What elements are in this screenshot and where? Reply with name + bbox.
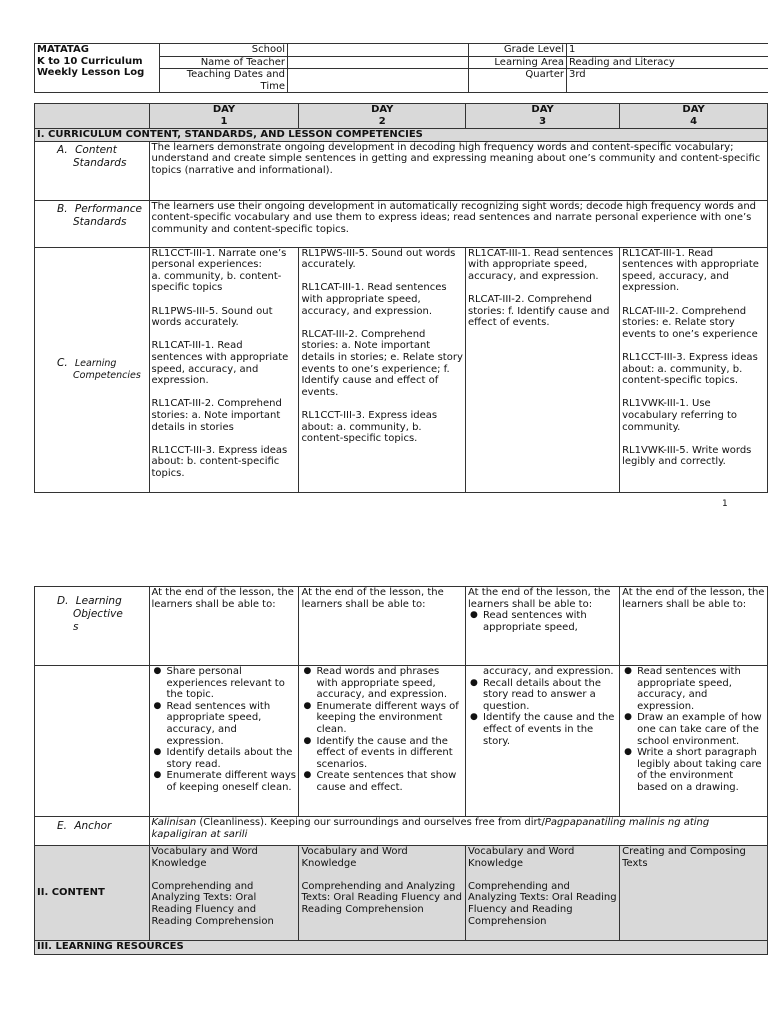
content-day3: Vocabulary and Word Knowledge Comprehending and Analyzing Texts: Oral Reading Fluency and Reading Comprehension: [466, 846, 620, 941]
teacher-label: Name of Teacher: [160, 56, 288, 69]
competencies-day4: RL1CAT-III-1. Read sentences with appropriate speed, accuracy, and expression. RLCAT-III-2. Comprehend stories: e. Relate story events to one’s experience RL1CCT-III-3. Express ideas about: a. community, b. content-specific topics. RL1VWK-III-1. Use vocabulary referring to community. RL1VWK-III-5. Write words legibly and correctly.: [620, 247, 768, 492]
dates-label-line1: Teaching Dates and: [186, 69, 285, 81]
day-number: 1: [220, 115, 228, 127]
objectives-continued-label: [35, 666, 150, 817]
area-field[interactable]: Reading and Literacy: [567, 56, 768, 69]
competencies-day2: RL1PWS-III-5. Sound out words accurately. RL1CAT-III-1. Read sentences with appropriate speed, accuracy, and expression. RLCAT-III-2. Comprehend stories: a. Note important details in stories; e. Relate story events to one’s experience; f. Identify cause and effect of events. RL1CCT-III-3. Express ideas about: a. community, b. content-specific topics.: [299, 247, 466, 492]
objectives-day3-list: [468, 678, 617, 748]
list-item: ● Share personal experiences relevant to the topic.: [152, 666, 297, 701]
day-header-4: [620, 104, 768, 129]
list-item: ● Read sentences with appropriate speed, accuracy, and expression.: [622, 666, 765, 712]
content-day4: Creating and Composing Texts: [620, 846, 768, 941]
list-item: ● Identify the cause and the effect of events in the story.: [468, 712, 617, 747]
objectives-day3: [466, 666, 620, 817]
section3-title: III. LEARNING RESOURCES: [35, 941, 768, 955]
day-header-1: [149, 104, 299, 129]
list-item: ● Read sentences with appropriate speed,: [468, 610, 617, 633]
label-line1: Learning: [74, 358, 117, 369]
anchor-text: [149, 817, 767, 846]
lesson-log-table-page2: [34, 586, 768, 955]
dates-field[interactable]: [288, 69, 469, 93]
content-day1: Vocabulary and Word Knowledge Comprehending and Analyzing Texts: Oral Reading Fluency and Reading Comprehension: [149, 846, 299, 941]
label-letter: C.: [57, 357, 68, 369]
log-title-block: [35, 44, 160, 93]
competencies-day1: RL1CCT-III-1. Narrate one’s personal experiences: a. community, b. content-specific topics RL1PWS-III-5. Sound out words accurately. RL1CAT-III-1. Read sentences with appropriate speed, accuracy, and expression. RL1CAT-III-2. Comprehend stories: a. Note important details in stories RL1CCT-III-3. Express ideas about: b. content-specific topics.: [149, 247, 299, 492]
list-item: ● Enumerate different ways of keeping oneself clean.: [152, 770, 297, 793]
label-line1: Performance: [74, 202, 142, 215]
label-letter: A.: [57, 143, 68, 156]
objectives-day2-list: [301, 666, 463, 794]
learning-competencies-label: [35, 247, 150, 492]
performance-standards-text: The learners use their ongoing development in automatically recognizing sight words; decode high frequency words and content-specific vocabulary and use them to express ideas; read sentences and narrate personal experience with one’s community and content-specific topics.: [149, 200, 767, 247]
objectives-intro-day2: At the end of the lesson, the learners shall be able to:: [299, 587, 466, 666]
page-number: 1: [722, 499, 728, 509]
dates-label: [160, 69, 288, 93]
teacher-field[interactable]: [288, 56, 469, 69]
grade-field[interactable]: 1: [567, 44, 768, 57]
list-item: ● Enumerate different ways of keeping the environment clean.: [301, 701, 463, 736]
dates-label-line2: Time: [260, 80, 285, 92]
list-item: ● Recall details about the story read to answer a question.: [468, 678, 617, 713]
grade-label: Grade Level: [469, 44, 567, 57]
day-word: DAY: [531, 104, 554, 115]
list-item: ● Identify details about the story read.: [152, 747, 297, 770]
org-name: MATATAG: [37, 44, 89, 55]
objectives-intro-day4: At the end of the lesson, the learners shall be able to:: [620, 587, 768, 666]
label-line3: s: [73, 621, 79, 633]
day-header-3: [466, 104, 620, 129]
day-header-2: [299, 104, 466, 129]
objectives-day2: [299, 666, 466, 817]
day-number: 4: [690, 115, 698, 127]
day-word: DAY: [682, 104, 705, 115]
list-item: ● Read sentences with appropriate speed, accuracy, and expression.: [152, 701, 297, 747]
anchor-term: Kalinisan: [151, 817, 197, 828]
label-line2: Standards: [73, 156, 127, 169]
objectives-day4: [620, 666, 768, 817]
school-field[interactable]: [288, 44, 469, 57]
day-word: DAY: [212, 104, 236, 115]
list-item: ● Create sentences that show cause and effect.: [301, 770, 463, 793]
quarter-field[interactable]: 3rd: [567, 69, 768, 93]
day-number: 3: [539, 115, 547, 127]
competencies-day3: RL1CAT-III-1. Read sentences with appropriate speed, accuracy, and expression. RLCAT-III-2. Comprehend stories: f. Identify cause and effect of events.: [466, 247, 620, 492]
objectives-day1-list: [152, 666, 297, 794]
curriculum-name: K to 10 Curriculum: [37, 55, 143, 67]
content-standards-label: [35, 141, 150, 200]
label-letter: D.: [57, 595, 69, 607]
section1-title: I. CURRICULUM CONTENT, STANDARDS, AND LESSON COMPETENCIES: [35, 129, 768, 142]
label-line1: Anchor: [74, 820, 112, 832]
quarter-label: Quarter: [469, 69, 567, 93]
label-line1: Content: [75, 143, 117, 156]
anchor-filipino: Pagpapanatiling malinis ng ating kapaligiran at sarili: [151, 817, 710, 840]
label-letter: E.: [57, 820, 67, 832]
learning-objectives-label: [35, 587, 150, 666]
anchor-description: (Cleanliness). Keeping our surroundings and ourselves free from dirt/: [196, 817, 545, 828]
objectives-day1: [149, 666, 299, 817]
lesson-log-table-page1: [34, 103, 768, 493]
list-item: ● Read words and phrases with appropriate speed, accuracy, and expression.: [301, 666, 463, 701]
label-line2: Objective: [73, 608, 123, 620]
day-number: 2: [378, 115, 386, 127]
list-item: ● Write a short paragraph legibly about taking care of the environment based on a drawing.: [622, 747, 765, 793]
list-item: ● Draw an example of how one can take care of the school environment.: [622, 712, 765, 747]
objectives-intro-day3: [466, 587, 620, 666]
content-standards-text: The learners demonstrate ongoing development in decoding high frequency words and content-specific vocabulary; understand and create simple sentences in getting and expressing meaning about one’s community and content-specific topics (narrative and informational).: [149, 141, 767, 200]
performance-standards-label: [35, 200, 150, 247]
objectives-intro: At the end of the lesson, the learners shall be able to:: [468, 587, 611, 610]
label-line2: Competencies: [73, 369, 141, 381]
label-line2: Standards: [73, 215, 127, 228]
content-label: II. CONTENT: [35, 846, 150, 941]
area-label: Learning Area: [469, 56, 567, 69]
content-day2: Vocabulary and Word Knowledge Comprehending and Analyzing Texts: Oral Reading Fluency and Reading Comprehension: [299, 846, 466, 941]
objectives-day3-continued: accuracy, and expression.: [483, 666, 614, 677]
objectives-day4-list: [622, 666, 765, 794]
school-label: School: [160, 44, 288, 57]
day-word: DAY: [371, 104, 394, 115]
label-line1: Learning: [75, 595, 122, 607]
log-title: Weekly Lesson Log: [37, 67, 145, 79]
header-info-table: [34, 43, 768, 93]
day-header-blank: [35, 104, 150, 129]
label-letter: B.: [57, 202, 68, 215]
objectives-day3-first-list: [468, 610, 617, 633]
anchor-label: [35, 817, 150, 846]
objectives-intro-day1: At the end of the lesson, the learners shall be able to:: [149, 587, 299, 666]
list-item: ● Identify the cause and the effect of events in different scenarios.: [301, 736, 463, 771]
